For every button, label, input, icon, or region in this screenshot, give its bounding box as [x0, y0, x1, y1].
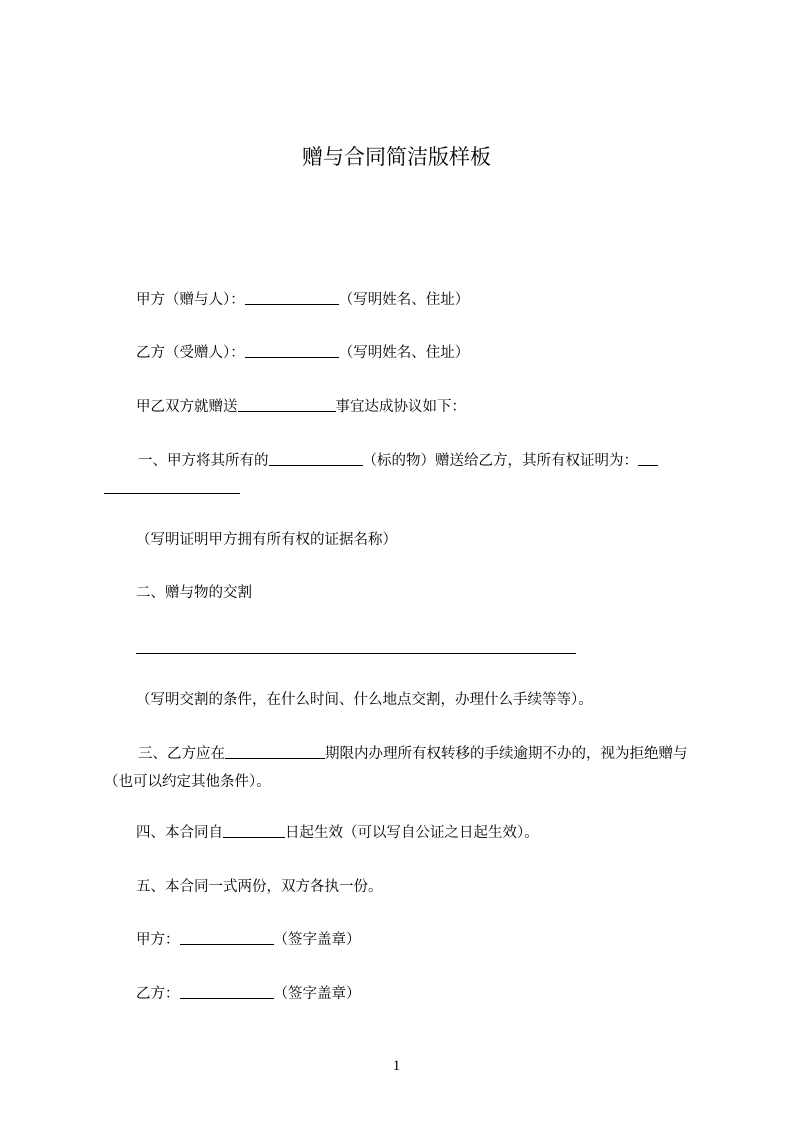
clause-4-prefix: 四、本合同自 [136, 825, 223, 841]
signature-b-label: 乙方： [136, 986, 180, 1002]
agreement-line [136, 397, 466, 417]
signature-b-note: （签字盖章） [273, 986, 361, 1002]
party-a-label: 甲方（赠与人）： [136, 292, 245, 308]
signature-a-blank [180, 930, 274, 945]
clause-1-middle: （标的物）赠送给乙方，其所有权证明为： [362, 453, 638, 469]
clause-1-paragraph [104, 447, 704, 503]
delivery-terms-blank [136, 653, 576, 654]
party-a-blank [245, 290, 339, 305]
gift-object-blank [269, 451, 363, 466]
party-b-label: 乙方（受赠人）： [136, 345, 245, 361]
clause-2-note: （写明交割的条件，在什么时间、什么地点交割，办理什么手续等等）。 [136, 692, 593, 708]
effective-date-blank [223, 823, 285, 838]
signature-a-note: （签字盖章） [273, 932, 361, 948]
clause-5-line: 五、本合同一式两份，双方各执一份。 [136, 879, 383, 895]
clause-1-note: （写明证明甲方拥有所有权的证据名称） [136, 532, 397, 548]
page-number: 1 [392, 1058, 401, 1074]
clause-3-prefix: 三、乙方应在 [138, 746, 225, 762]
ownership-proof-blank-start [638, 451, 658, 466]
transfer-period-blank [225, 744, 325, 759]
agreement-prefix: 甲乙双方就赠送 [136, 399, 238, 415]
ownership-proof-blank-end [104, 479, 240, 494]
clause-4-suffix: 日起生效（可以写自公证之日起生效）。 [285, 825, 539, 841]
signature-b-line [136, 984, 361, 1004]
party-a-line [136, 290, 469, 310]
party-a-note: （写明姓名、住址） [338, 292, 470, 308]
signature-a-label: 甲方： [136, 932, 180, 948]
clause-3-suffix: 期限内办理所有权转移的手续逾期不办的，视为拒绝赠与（也可以约定其他条件）。 [104, 746, 688, 790]
clause-4-line [136, 823, 539, 843]
agreement-suffix: 事宜达成协议如下： [335, 399, 466, 415]
document-title: 赠与合同简洁版样板 [302, 145, 491, 169]
gift-item-blank [238, 397, 336, 412]
party-b-line [136, 343, 469, 363]
signature-b-blank [180, 984, 274, 999]
clause-1-prefix: 一、甲方将其所有的 [138, 453, 269, 469]
party-b-note: （写明姓名、住址） [338, 345, 470, 361]
party-b-blank [245, 343, 339, 358]
clause-2-heading: 二、赠与物的交割 [136, 585, 252, 601]
clause-3-paragraph [104, 740, 704, 796]
signature-a-line [136, 930, 361, 950]
